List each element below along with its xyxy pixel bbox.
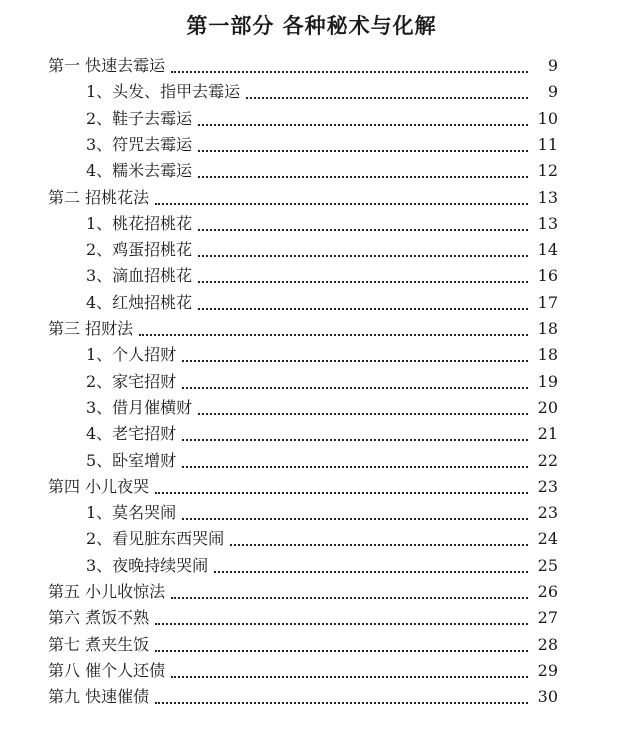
dot-leader [230,526,528,552]
toc-entry-label: 2、鸡蛋招桃花 [86,240,193,260]
toc-page-number: 24 [537,529,558,549]
toc-entry-label: 第一 快速去霉运 [48,56,166,75]
toc-entry-label: 4、红烛招桃花 [86,292,193,312]
toc-entry-label: 1、头发、指甲去霉运 [86,82,241,102]
toc-page-number: 9 [547,82,558,102]
toc-entry-label: 3、滴血招桃花 [86,266,193,286]
toc-section-entry[interactable] [86,526,558,552]
dot-leader [182,342,528,368]
toc-entry-label: 2、家宅招财 [86,371,177,391]
dot-leader [214,553,528,579]
toc-entry-label: 第四 小儿夜哭 [48,476,150,496]
dot-leader [198,106,528,132]
toc-entry-label: 5、卧室增财 [86,450,177,470]
toc-entry-label: 3、符咒去霉运 [86,134,193,154]
toc-page-number: 23 [537,503,558,523]
toc-page-number: 16 [537,266,558,286]
toc-page-number: 10 [537,108,558,128]
toc-entry-label: 3、借月催横财 [86,397,193,417]
toc-entry-label: 第六 煮饭不熟 [48,608,150,628]
toc-page-number: 21 [537,424,558,444]
dot-leader [198,395,528,421]
toc-section-entry[interactable] [86,553,558,579]
dot-leader [246,79,528,105]
toc-page-number: 11 [537,134,558,154]
dot-leader [155,684,528,710]
toc-page-number: 25 [537,555,558,575]
toc-chapter-entry[interactable] [48,185,558,211]
toc-entry-label: 第五 小儿收惊法 [48,582,166,601]
dot-leader [155,605,528,631]
toc-chapter-entry[interactable] [48,632,558,658]
toc-page-number: 30 [537,687,558,707]
dot-leader [182,421,528,447]
toc-section-entry[interactable] [86,395,558,421]
page-title: 第一部分 各种秘术与化解 [186,14,437,38]
toc-entry-label: 1、桃花招桃花 [86,213,193,233]
toc-section-entry[interactable] [86,263,558,289]
toc-chapter-entry[interactable] [48,474,558,500]
dot-leader [155,632,528,658]
dot-leader [198,132,528,158]
toc-chapter-entry[interactable] [48,684,558,710]
dot-leader [182,448,528,474]
toc-chapter-entry[interactable] [48,658,558,684]
dot-leader [182,369,528,395]
toc-page-number: 26 [537,582,558,601]
dot-leader [198,158,528,184]
toc-section-entry[interactable] [86,421,558,447]
toc-entry-label: 2、看见脏东西哭闹 [86,529,225,549]
dot-leader [139,316,528,342]
dot-leader [155,474,528,500]
toc-chapter-entry[interactable] [48,605,558,631]
toc-page-number: 22 [537,450,558,470]
toc-entry-label: 2、鞋子去霉运 [86,108,193,128]
dot-leader [198,237,528,263]
toc-page-number: 14 [537,240,558,260]
toc-section-entry[interactable] [86,79,558,105]
toc-page-number: 29 [537,660,558,680]
toc-page-number: 23 [537,476,558,496]
dot-leader [155,185,528,211]
toc-section-entry[interactable] [86,237,558,263]
toc-section-entry[interactable] [86,500,558,526]
toc-section-entry[interactable] [86,369,558,395]
toc-section-entry[interactable] [86,106,558,132]
toc-page-number: 28 [537,634,558,654]
dot-leader [182,500,528,526]
toc-section-entry[interactable] [86,342,558,368]
toc-chapter-entry[interactable] [48,316,558,342]
toc-entry-label: 3、夜晚持续哭闹 [86,555,209,575]
toc-page-number: 13 [537,213,558,233]
toc-entry-label: 1、个人招财 [86,345,177,365]
toc-entry-label: 第八 催个人还债 [48,660,166,680]
toc-page-number: 19 [537,371,558,391]
toc-page-number: 13 [537,187,558,207]
toc-page-number: 27 [537,608,558,628]
toc-entry-label: 4、糯米去霉运 [86,161,193,181]
toc-entry-label: 1、莫名哭闹 [86,503,177,523]
toc-entry-label: 第三 招财法 [48,319,134,338]
toc-section-entry[interactable] [86,448,558,474]
toc-page-number: 12 [537,161,558,181]
dot-leader [198,263,528,289]
toc-entry-label: 第九 快速催债 [48,687,150,707]
toc-page-number: 18 [537,345,558,365]
toc-chapter-entry[interactable] [48,53,558,79]
dot-leader [171,53,528,79]
toc-entry-label: 4、老宅招财 [86,424,177,444]
dot-leader [171,579,528,605]
toc-section-entry[interactable] [86,290,558,316]
dot-leader [198,290,528,316]
toc-section-entry[interactable] [86,158,558,184]
toc-section-entry[interactable] [86,132,558,158]
dot-leader [198,211,528,237]
toc-section-entry[interactable] [86,211,558,237]
toc-page-number: 9 [547,56,558,75]
dot-leader [171,658,528,684]
toc-page-number: 17 [537,292,558,312]
toc-entry-label: 第二 招桃花法 [48,187,150,207]
toc-entry-label: 第七 煮夹生饭 [48,634,150,654]
toc-page-number: 20 [537,397,558,417]
toc-chapter-entry[interactable] [48,579,558,605]
toc-page-number: 18 [537,319,558,338]
